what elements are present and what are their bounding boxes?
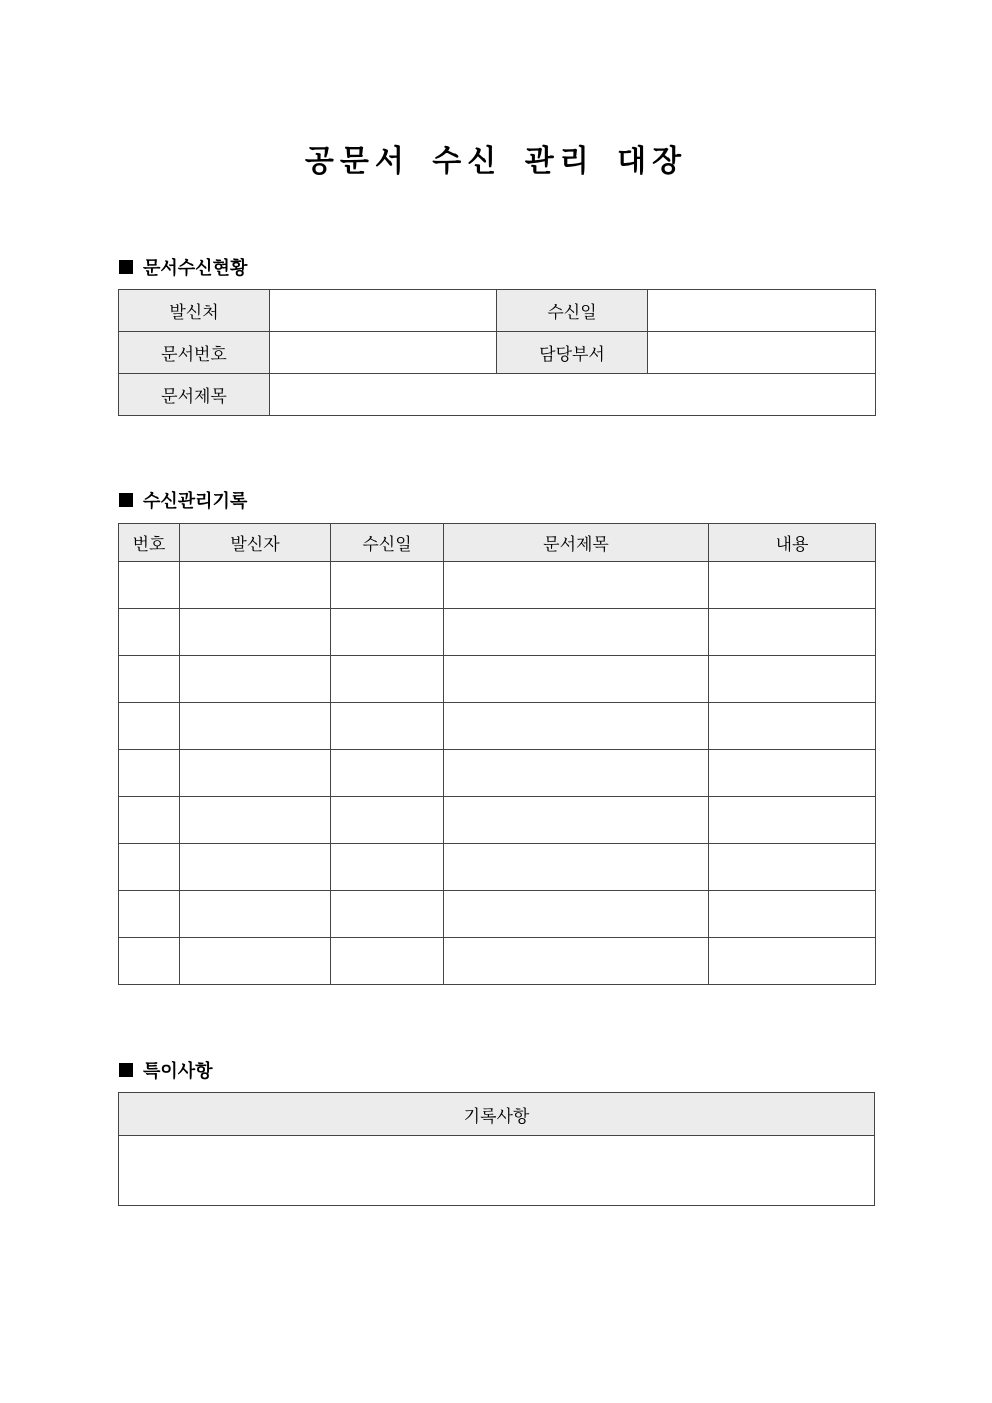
table-cell[interactable] bbox=[119, 844, 180, 891]
table-cell[interactable] bbox=[444, 797, 709, 844]
table-cell[interactable] bbox=[709, 562, 876, 609]
table-cell[interactable] bbox=[331, 797, 444, 844]
column-header-number: 번호 bbox=[119, 524, 180, 562]
doc-number-field[interactable] bbox=[270, 332, 497, 374]
table-cell[interactable] bbox=[709, 891, 876, 938]
table-cell[interactable] bbox=[331, 938, 444, 985]
section-heading-label: 문서수신현황 bbox=[143, 258, 248, 279]
section-heading-receipt-status bbox=[119, 254, 247, 280]
receipt-log-table bbox=[118, 523, 876, 985]
table-row bbox=[119, 891, 876, 938]
section-heading-special-notes bbox=[119, 1057, 213, 1083]
table-cell[interactable] bbox=[444, 562, 709, 609]
table-cell[interactable] bbox=[444, 844, 709, 891]
records-field[interactable] bbox=[119, 1136, 875, 1206]
table-cell[interactable] bbox=[331, 656, 444, 703]
table-cell[interactable] bbox=[444, 891, 709, 938]
doc-number-label: 문서번호 bbox=[119, 332, 270, 374]
table-cell[interactable] bbox=[180, 750, 331, 797]
table-cell[interactable] bbox=[119, 703, 180, 750]
doc-title-field[interactable] bbox=[270, 374, 876, 416]
table-cell[interactable] bbox=[709, 703, 876, 750]
sender-field[interactable] bbox=[270, 290, 497, 332]
table-row bbox=[119, 656, 876, 703]
table-cell[interactable] bbox=[180, 703, 331, 750]
square-bullet-icon bbox=[119, 1063, 133, 1077]
column-header-received-date: 수신일 bbox=[331, 524, 444, 562]
table-cell[interactable] bbox=[709, 844, 876, 891]
table-cell[interactable] bbox=[444, 656, 709, 703]
table-row bbox=[119, 703, 876, 750]
table-row bbox=[119, 562, 876, 609]
table-cell[interactable] bbox=[331, 891, 444, 938]
table-cell[interactable] bbox=[331, 609, 444, 656]
table-cell[interactable] bbox=[709, 797, 876, 844]
table-cell[interactable] bbox=[331, 703, 444, 750]
table-cell[interactable] bbox=[180, 891, 331, 938]
column-header-doc-title: 문서제목 bbox=[444, 524, 709, 562]
column-header-content: 내용 bbox=[709, 524, 876, 562]
table-cell[interactable] bbox=[119, 750, 180, 797]
table-cell[interactable] bbox=[331, 844, 444, 891]
table-cell[interactable] bbox=[709, 609, 876, 656]
table-cell[interactable] bbox=[444, 703, 709, 750]
table-row bbox=[119, 609, 876, 656]
receipt-status-table bbox=[118, 289, 876, 416]
table-cell[interactable] bbox=[180, 562, 331, 609]
table-cell[interactable] bbox=[180, 938, 331, 985]
table-cell[interactable] bbox=[180, 609, 331, 656]
table-cell[interactable] bbox=[119, 656, 180, 703]
table-row bbox=[119, 750, 876, 797]
department-field[interactable] bbox=[648, 332, 876, 374]
table-cell[interactable] bbox=[119, 891, 180, 938]
table-cell[interactable] bbox=[180, 656, 331, 703]
table-cell[interactable] bbox=[119, 609, 180, 656]
section-heading-label: 수신관리기록 bbox=[143, 491, 248, 512]
table-cell[interactable] bbox=[444, 750, 709, 797]
table-cell[interactable] bbox=[119, 562, 180, 609]
table-row bbox=[119, 938, 876, 985]
table-cell[interactable] bbox=[119, 797, 180, 844]
table-cell[interactable] bbox=[119, 938, 180, 985]
table-cell[interactable] bbox=[331, 562, 444, 609]
table-cell[interactable] bbox=[444, 609, 709, 656]
square-bullet-icon bbox=[119, 493, 133, 507]
received-date-field[interactable] bbox=[648, 290, 876, 332]
table-cell[interactable] bbox=[709, 656, 876, 703]
department-label: 담당부서 bbox=[497, 332, 648, 374]
table-cell[interactable] bbox=[709, 938, 876, 985]
table-cell[interactable] bbox=[331, 750, 444, 797]
table-row bbox=[119, 797, 876, 844]
table-cell[interactable] bbox=[709, 750, 876, 797]
table-row bbox=[119, 844, 876, 891]
doc-title-label: 문서제목 bbox=[119, 374, 270, 416]
square-bullet-icon bbox=[119, 260, 133, 274]
sender-label: 발신처 bbox=[119, 290, 270, 332]
special-notes-table bbox=[118, 1092, 875, 1206]
table-cell[interactable] bbox=[180, 844, 331, 891]
received-date-label: 수신일 bbox=[497, 290, 648, 332]
table-cell[interactable] bbox=[180, 797, 331, 844]
table-cell[interactable] bbox=[444, 938, 709, 985]
section-heading-receipt-log bbox=[119, 487, 247, 513]
column-header-records: 기록사항 bbox=[119, 1093, 875, 1136]
section-heading-label: 특이사항 bbox=[143, 1061, 213, 1082]
column-header-sender: 발신자 bbox=[180, 524, 331, 562]
page-title: 공문서 수신 관리 대장 bbox=[304, 144, 688, 179]
